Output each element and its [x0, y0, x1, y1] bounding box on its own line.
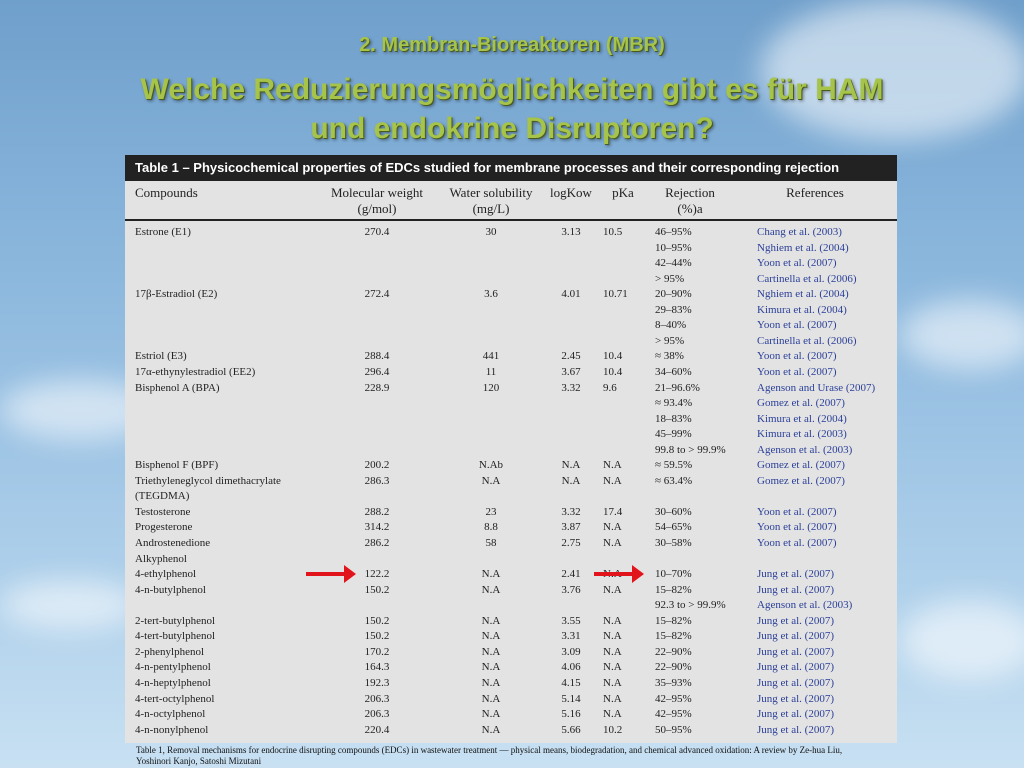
cell-reference: Kimura et al. (2004)	[757, 303, 847, 316]
cell-molecular-weight: 206.3	[364, 692, 390, 705]
cell-rejection: ≈ 59.5%	[655, 459, 693, 472]
cell-molecular-weight: 272.4	[364, 288, 390, 301]
cell-rejection: 50–95%	[655, 723, 692, 736]
slide-title	[0, 70, 1024, 148]
cell-reference: Gomez et al. (2007)	[757, 397, 845, 410]
cell-molecular-weight: 150.2	[364, 630, 390, 643]
cell-reference: Agenson et al. (2003)	[757, 443, 853, 456]
cell-compound: Testosterone	[135, 505, 191, 518]
header-compounds: Compounds	[135, 185, 198, 200]
cell-logkow: 3.32	[561, 381, 581, 394]
cell-molecular-weight: 200.2	[364, 459, 390, 472]
cell-reference: Kimura et al. (2004)	[757, 412, 847, 425]
cell-rejection: 21–96.6%	[655, 381, 700, 394]
cell-reference: Agenson and Urase (2007)	[757, 381, 876, 394]
cell-pka: 17.4	[603, 505, 623, 518]
cell-water-solubility: N.A	[481, 568, 501, 581]
cell-logkow: 3.31	[561, 630, 581, 643]
cell-reference: Yoon et al. (2007)	[757, 350, 837, 363]
cell-water-solubility: N.A	[481, 474, 501, 487]
cell-water-solubility: 3.6	[484, 288, 498, 301]
cloud	[900, 300, 1024, 370]
cell-compound: Androstenedione	[135, 537, 211, 549]
cell-reference: Jung et al. (2007)	[757, 676, 834, 689]
cell-molecular-weight: 288.2	[364, 505, 390, 518]
cell-reference: Jung et al. (2007)	[757, 645, 834, 658]
cell-compound: Bisphenol A (BPA)	[135, 381, 220, 394]
header-water-solubility: Water solubility (mg/L)	[449, 185, 533, 216]
cell-water-solubility: N.A	[481, 692, 501, 705]
cell-rejection: 15–82%	[655, 583, 692, 596]
cell-water-solubility: N.A	[481, 676, 501, 689]
cell-rejection: 30–60%	[655, 505, 692, 518]
cell-logkow: 2.45	[561, 350, 581, 363]
cell-compound: (TEGDMA)	[135, 490, 190, 503]
cell-compound: Bisphenol F (BPF)	[135, 459, 219, 472]
cell-reference: Nghiem et al. (2004)	[757, 241, 849, 254]
cell-pka: N.A	[603, 474, 622, 487]
cell-logkow: 5.66	[561, 723, 581, 736]
cell-logkow: 5.14	[561, 692, 581, 705]
cell-molecular-weight: 296.4	[364, 365, 390, 378]
cell-molecular-weight: 170.2	[364, 645, 390, 658]
cell-reference: Cartinella et al. (2006)	[757, 334, 857, 347]
cell-compound: 2-tert-butylphenol	[135, 614, 216, 627]
cloud	[900, 600, 1024, 680]
cell-pka: 9.6	[603, 381, 617, 394]
cell-logkow: 2.41	[561, 568, 581, 581]
cell-rejection: 99.8 to > 99.9%	[655, 443, 726, 456]
cell-water-solubility: 120	[482, 381, 500, 394]
cell-water-solubility: 8.8	[484, 521, 498, 534]
cell-water-solubility: N.A	[481, 583, 501, 596]
cell-molecular-weight: 164.3	[364, 661, 390, 674]
header-rejection: Rejection (%)a	[665, 185, 715, 216]
cell-rejection: 29–83%	[655, 303, 692, 316]
cell-reference: Jung et al. (2007)	[757, 692, 834, 705]
cell-water-solubility: 441	[482, 350, 500, 363]
cell-molecular-weight: 286.2	[364, 537, 390, 549]
cell-rejection: 22–90%	[655, 645, 692, 658]
cell-reference: Yoon et al. (2007)	[757, 319, 837, 332]
cell-reference: Yoon et al. (2007)	[757, 257, 837, 270]
cell-reference: Jung et al. (2007)	[757, 614, 834, 627]
cell-water-solubility: N.A	[481, 614, 501, 627]
red-arrow-molecular-weight	[306, 572, 346, 576]
cell-compound: 4-tert-butylphenol	[135, 630, 216, 643]
cell-compound: Alkyphenol	[135, 552, 187, 565]
cell-logkow: 4.15	[561, 676, 581, 689]
cell-reference: Gomez et al. (2007)	[757, 459, 845, 472]
cell-compound: 4-n-nonylphenol	[135, 723, 209, 736]
cell-logkow: N.A	[561, 459, 581, 472]
cell-water-solubility: N.A	[481, 630, 501, 643]
cell-reference: Jung et al. (2007)	[757, 723, 834, 736]
cell-pka: N.A	[603, 661, 622, 674]
cell-rejection: 30–58%	[655, 537, 692, 549]
cell-pka: 10.2	[603, 723, 623, 736]
red-arrow-pka	[594, 572, 634, 576]
cell-rejection: 42–95%	[655, 708, 692, 721]
cell-pka: N.A	[603, 459, 622, 472]
cell-molecular-weight: 286.3	[364, 474, 390, 487]
slide-title-line2: und endokrine Disruptoren?	[310, 112, 714, 145]
cell-water-solubility: 30	[485, 226, 497, 238]
cell-reference: Nghiem et al. (2004)	[757, 288, 849, 301]
cell-molecular-weight: 220.4	[364, 723, 390, 736]
cell-reference: Agenson et al. (2003)	[757, 599, 853, 612]
cell-water-solubility: 11	[485, 365, 497, 378]
cell-rejection: 22–90%	[655, 661, 692, 674]
header-references: References	[786, 185, 844, 200]
cell-molecular-weight: 314.2	[364, 521, 390, 534]
cell-rejection: 34–60%	[655, 365, 692, 378]
cell-water-solubility: N.A	[481, 645, 501, 658]
cell-pka: N.A	[603, 537, 622, 549]
cell-water-solubility: 58	[485, 537, 497, 549]
slide-title-line1: Welche Reduzierungsmöglichkeiten gibt es für HAM	[140, 73, 884, 106]
header-pka: pKa	[612, 185, 634, 200]
cell-reference: Yoon et al. (2007)	[757, 521, 837, 534]
cell-logkow: 3.87	[561, 521, 581, 534]
cell-rejection: 45–99%	[655, 428, 692, 441]
cell-compound: 2-phenylphenol	[135, 645, 205, 658]
cell-compound: 17β-Estradiol (E2)	[135, 288, 218, 301]
cell-rejection: 15–82%	[655, 630, 692, 643]
table-source-footnote: Table 1, Removal mechanisms for endocrine disrupting compounds (EDCs) in wastewater treatment — physical means, biodegradation, and chemical advanced oxidation: A review by Ze-hua Liu, Yoshinori Kanjo, Satoshi Mizutani	[136, 745, 843, 766]
cell-rejection: 54–65%	[655, 521, 692, 534]
cell-logkow: 2.75	[561, 537, 581, 549]
cell-reference: Yoon et al. (2007)	[757, 365, 837, 378]
cell-pka: N.A	[603, 692, 622, 705]
cell-molecular-weight: 150.2	[364, 614, 390, 627]
cell-compound: 17α-ethynylestradiol (EE2)	[135, 365, 256, 378]
cell-reference: Kimura et al. (2003)	[757, 428, 847, 441]
cell-molecular-weight: 228.9	[364, 381, 390, 394]
cell-reference: Cartinella et al. (2006)	[757, 272, 857, 285]
cell-logkow: 4.06	[561, 661, 581, 674]
cell-rejection: 46–95%	[655, 226, 692, 238]
cell-rejection: 10–70%	[655, 568, 692, 581]
cell-pka: 10.71	[603, 288, 628, 301]
cell-pka: N.A	[603, 521, 622, 534]
cell-water-solubility: N.A	[481, 723, 501, 736]
cell-compound: Estrone (E1)	[135, 226, 191, 238]
cell-reference: Jung et al. (2007)	[757, 661, 834, 674]
cell-water-solubility: N.A	[481, 661, 501, 674]
cell-logkow: N.A	[561, 474, 581, 487]
cell-pka: N.A	[603, 630, 622, 643]
cell-rejection: 8–40%	[655, 319, 687, 332]
cell-pka: 10.4	[603, 365, 623, 378]
cell-logkow: 4.01	[561, 288, 581, 301]
cell-molecular-weight: 206.3	[364, 708, 390, 721]
cloud	[0, 580, 140, 630]
cell-compound: 4-n-pentylphenol	[135, 661, 211, 674]
table-caption: Table 1 – Physicochemical properties of EDCs studied for membrane processes and their corresponding rejection	[125, 155, 897, 181]
cell-logkow: 3.55	[561, 614, 581, 627]
cell-rejection: 42–95%	[655, 692, 692, 705]
cell-compound: 4-n-heptylphenol	[135, 676, 211, 689]
cell-compound: 4-ethylphenol	[135, 568, 197, 581]
cell-compound: Progesterone	[135, 521, 193, 534]
cell-pka: N.A	[603, 583, 622, 596]
cell-molecular-weight: 122.2	[364, 568, 390, 581]
cell-rejection: 20–90%	[655, 288, 692, 301]
cell-logkow: 3.13	[561, 226, 581, 238]
cell-logkow: 3.76	[561, 583, 581, 596]
cell-reference: Chang et al. (2003)	[757, 226, 842, 238]
cell-rejection: ≈ 38%	[655, 350, 684, 363]
cell-logkow: 3.32	[561, 505, 581, 518]
cell-reference: Jung et al. (2007)	[757, 708, 834, 721]
cell-logkow: 5.16	[561, 708, 581, 721]
cell-reference: Yoon et al. (2007)	[757, 505, 837, 518]
table-image	[125, 155, 897, 743]
header-rule	[125, 219, 897, 221]
slide-subtitle: 2. Membran-Bioreaktoren (MBR)	[359, 34, 665, 56]
cell-water-solubility: N.A	[481, 708, 501, 721]
cell-rejection: > 95%	[655, 272, 685, 285]
cell-water-solubility: 23	[485, 505, 497, 518]
cell-rejection: 10–95%	[655, 241, 692, 254]
cell-compound: 4-tert-octylphenol	[135, 692, 215, 705]
cell-reference: Jung et al. (2007)	[757, 630, 834, 643]
cell-pka: N.A	[603, 708, 622, 721]
cell-rejection: ≈ 63.4%	[655, 474, 693, 487]
cell-pka: 10.4	[603, 350, 623, 363]
cell-rejection: 92.3 to > 99.9%	[655, 599, 726, 612]
cell-compound: Estriol (E3)	[135, 350, 187, 363]
cell-reference: Yoon et al. (2007)	[757, 537, 837, 549]
header-molecular-weight: Molecular weight (g/mol)	[330, 185, 424, 216]
cell-pka: 10.5	[603, 226, 623, 238]
cell-rejection: 15–82%	[655, 614, 692, 627]
cell-molecular-weight: 192.3	[364, 676, 390, 689]
cell-reference: Gomez et al. (2007)	[757, 474, 845, 487]
cell-molecular-weight: 150.2	[364, 583, 390, 596]
cell-molecular-weight: 288.4	[364, 350, 390, 363]
cell-compound: 4-n-octylphenol	[135, 708, 206, 721]
cell-rejection: 42–44%	[655, 257, 692, 270]
cell-compound: 4-n-butylphenol	[135, 583, 206, 596]
header-logkow: logKow	[550, 185, 592, 200]
cell-rejection: 18–83%	[655, 412, 692, 425]
cell-rejection: > 95%	[655, 334, 685, 347]
cell-molecular-weight: 270.4	[364, 226, 390, 238]
cell-rejection: ≈ 93.4%	[655, 397, 693, 410]
cell-pka: N.A	[603, 614, 622, 627]
cell-reference: Jung et al. (2007)	[757, 583, 834, 596]
cell-logkow: 3.09	[561, 645, 581, 658]
cell-reference: Jung et al. (2007)	[757, 568, 834, 581]
cell-rejection: 35–93%	[655, 676, 692, 689]
cell-logkow: 3.67	[561, 365, 581, 378]
cell-water-solubility: N.Ab	[478, 459, 504, 472]
cell-compound: Triethyleneglycol dimethacrylate	[135, 474, 281, 487]
cell-pka: N.A	[603, 645, 622, 658]
cell-pka: N.A	[603, 676, 622, 689]
